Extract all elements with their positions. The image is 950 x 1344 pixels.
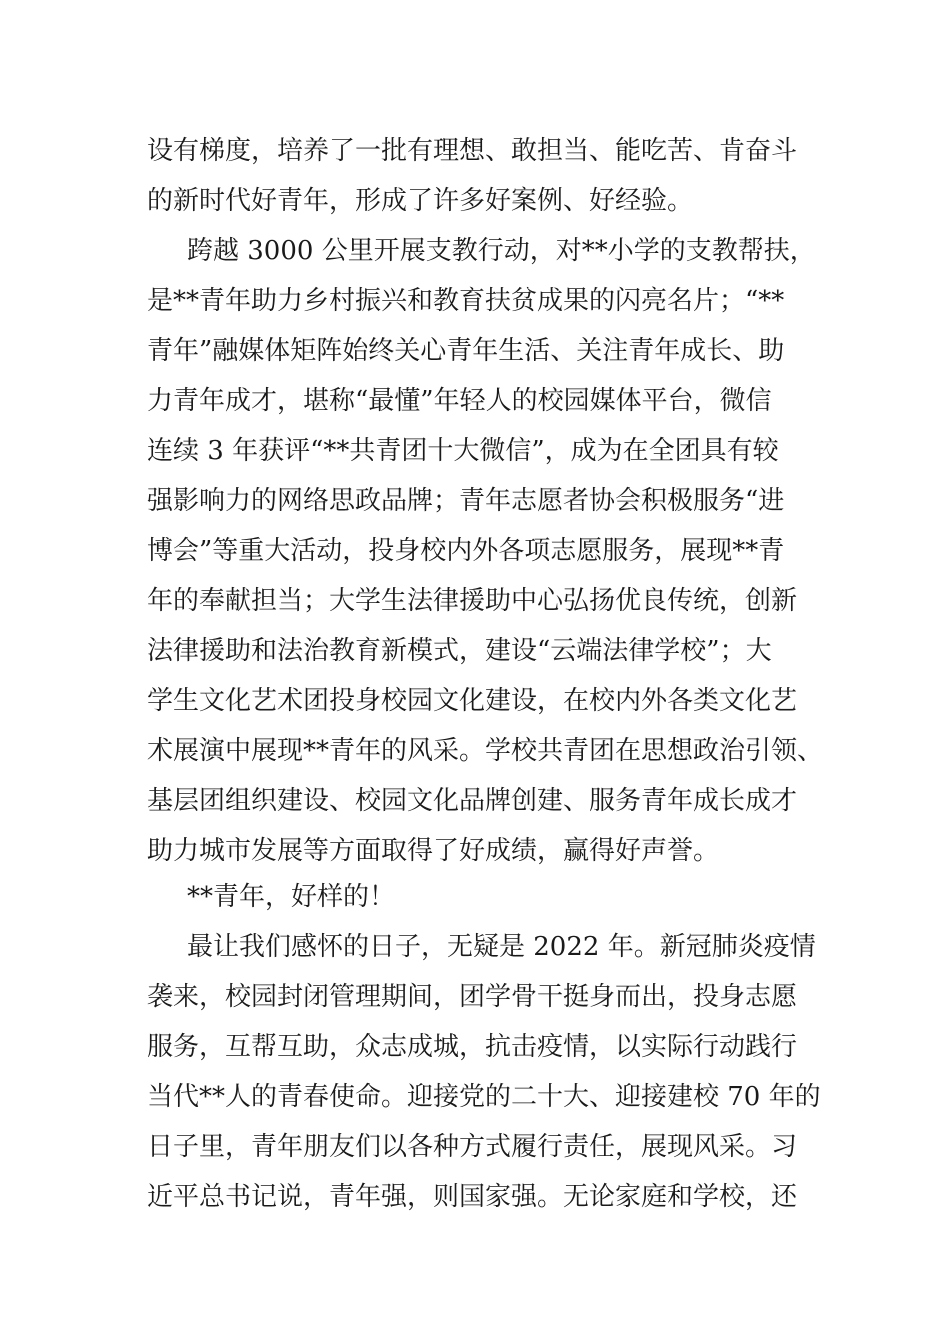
text-line: 学生文化艺术团投身校园文化建设，在校内外各类文化艺 [147, 686, 798, 716]
text-line: 博会”等重大活动，投身校内外各项志愿服务，展现**青 [147, 536, 785, 566]
text-line: 连续 3 年获评“**共青团十大微信”，成为在全团具有较 [147, 436, 779, 466]
paragraph-first-line: 跨越 3000 公里开展支教行动，对**小学的支教帮扶， [187, 236, 816, 266]
text-line: 日子里，青年朋友们以各种方式履行责任，展现风采。习 [147, 1132, 798, 1162]
text-line: 的新时代好青年，形成了许多好案例、好经验。 [147, 186, 694, 216]
paragraph-first-line: 最让我们感怀的日子，无疑是 2022 年。新冠肺炎疫情 [187, 932, 816, 962]
text-line: 法律援助和法治教育新模式，建设“云端法律学校”；大 [147, 636, 772, 666]
text-line: 青年”融媒体矩阵始终关心青年生活、关注青年成长、助 [147, 336, 785, 366]
text-line: 袭来，校园封闭管理期间，团学骨干挺身而出，投身志愿 [147, 982, 798, 1012]
text-line: 近平总书记说，青年强，则国家强。无论家庭和学校，还 [147, 1182, 798, 1212]
text-line: 年的奉献担当；大学生法律援助中心弘扬优良传统，创新 [147, 586, 798, 616]
text-line: 服务，互帮互助，众志成城，抗击疫情，以实际行动践行 [147, 1032, 798, 1062]
text-line: 当代**人的青春使命。迎接党的二十大、迎接建校 70 年的 [147, 1082, 821, 1112]
text-line: 设有梯度，培养了一批有理想、敢担当、能吃苦、肯奋斗 [147, 136, 798, 166]
text-line: 助力城市发展等方面取得了好成绩，赢得好声誉。 [147, 836, 720, 866]
text-line: 是**青年助力乡村振兴和教育扶贫成果的闪亮名片；“** [147, 286, 785, 316]
text-line: 强影响力的网络思政品牌；青年志愿者协会积极服务“进 [147, 486, 785, 516]
text-line: 力青年成才，堪称“最懂”年轻人的校园媒体平台，微信 [147, 386, 772, 416]
paragraph-first-line: **青年，好样的！ [187, 882, 396, 912]
text-line: 基层团组织建设、校园文化品牌创建、服务青年成长成才 [147, 786, 798, 816]
text-line: 术展演中展现**青年的风采。学校共青团在思想政治引领、 [147, 736, 824, 766]
